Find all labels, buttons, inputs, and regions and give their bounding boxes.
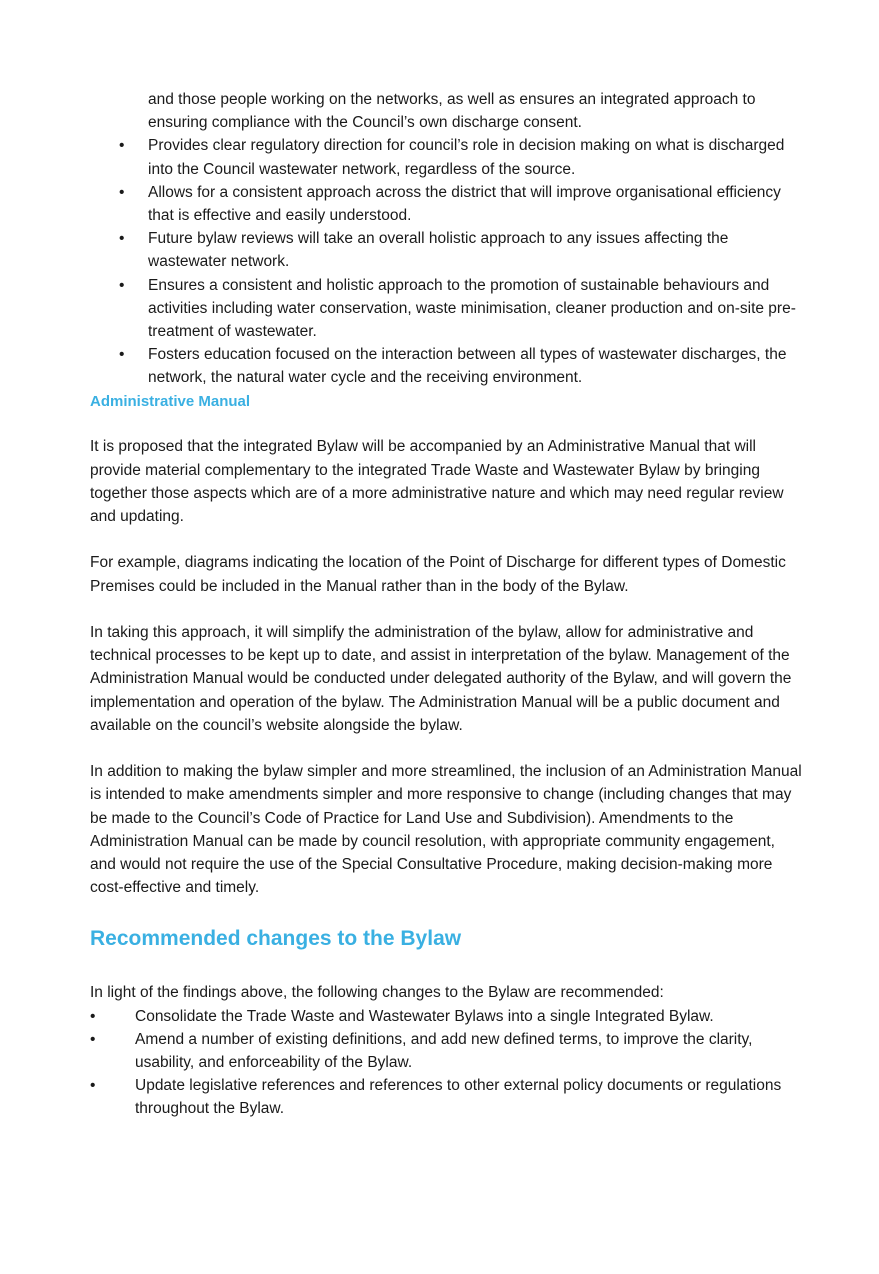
- list-item: [90, 227, 802, 273]
- admin-paragraph-1: It is proposed that the integrated Bylaw will be accompanied by an Administrative Manual that will provide material complementary to the integrated Trade Waste and Wastewater Bylaw by bringing together those aspects which are of a more administrative nature and which may need regular review and updating.: [90, 438, 784, 526]
- list-item-text: Future bylaw reviews will take an overall holistic approach to any issues affecting the wastewater network.: [148, 230, 729, 271]
- list-item: [90, 343, 802, 389]
- list-item-text: Update legislative references and references to other external policy documents or regulations throughout the Bylaw.: [135, 1077, 782, 1118]
- admin-paragraph-2: For example, diagrams indicating the location of the Point of Discharge for different types of Domestic Premises could be included in the Manual rather than in the body of the Bylaw.: [90, 554, 786, 595]
- bullet-icon: •: [119, 276, 125, 294]
- list-item: [90, 1074, 802, 1120]
- list-item: [90, 274, 802, 344]
- list-item: [90, 134, 802, 180]
- list-item: [90, 181, 802, 227]
- list-item-text: Consolidate the Trade Waste and Wastewater Bylaws into a single Integrated Bylaw.: [135, 1007, 714, 1025]
- list-item-text: Ensures a consistent and holistic approach to the promotion of sustainable behaviours and activities including water conservation, waste minimisation, cleaner production and on-site pre-treatment of wastewater.: [148, 276, 796, 341]
- list-item-text: Provides clear regulatory direction for council’s role in decision making on what is discharged into the Council wastewater network, regardless of the source.: [148, 137, 785, 178]
- document-page: [90, 88, 802, 1121]
- recommended-heading: Recommended changes to the Bylaw: [90, 927, 462, 951]
- list-item-text: Allows for a consistent approach across the district that will improve organisational efficiency that is effective and easily understood.: [148, 183, 781, 225]
- list-item-text: and those people working on the networks, as well as ensures an integrated approach to ensuring compliance with the Council’s own discharge consent.: [148, 91, 756, 132]
- intro-bullet-list: [90, 88, 802, 390]
- bullet-icon: •: [119, 183, 125, 201]
- bullet-icon: •: [119, 230, 125, 248]
- list-item-continuation: [90, 88, 802, 134]
- recommended-intro: In light of the findings above, the following changes to the Bylaw are recommended:: [90, 984, 664, 1002]
- bullet-icon: •: [119, 137, 125, 155]
- list-item: [90, 1028, 802, 1074]
- list-item-text: Amend a number of existing definitions, and add new defined terms, to improve the clarity, usability, and enforceability of the Bylaw.: [135, 1030, 753, 1072]
- list-item: [90, 1005, 802, 1028]
- bullet-icon: •: [90, 1007, 96, 1025]
- admin-manual-heading: Administrative Manual: [90, 392, 251, 410]
- list-item-text: Fosters education focused on the interaction between all types of wastewater discharges, the network, the natural water cycle and the receiving environment.: [148, 346, 787, 387]
- bullet-icon: •: [119, 346, 125, 364]
- admin-paragraph-3: In taking this approach, it will simplify the administration of the bylaw, allow for administrative and technical processes to be kept up to date, and assist in interpretation of the bylaw. Management of the Administration Manual would be conducted under delegated authority of the Bylaw, and will govern the implementation and operation of the bylaw. The Administration Manual will be a public document and available on the council’s website alongside the bylaw.: [90, 624, 792, 734]
- admin-paragraph-4: In addition to making the bylaw simpler and more streamlined, the inclusion of an Administration Manual is intended to make amendments simpler and more responsive to change (including changes that may be made to the Council’s Code of Practice for Land Use and Subdivision). Amendments to the Administration Manual can be made by council resolution, with appropriate community engagement, and would not require the use of the Special Consultative Procedure, making decision-making more cost-effective and timely.: [90, 763, 802, 897]
- bullet-icon: •: [90, 1030, 96, 1048]
- recommended-bullet-list: [90, 1005, 802, 1121]
- bullet-icon: •: [90, 1077, 96, 1095]
